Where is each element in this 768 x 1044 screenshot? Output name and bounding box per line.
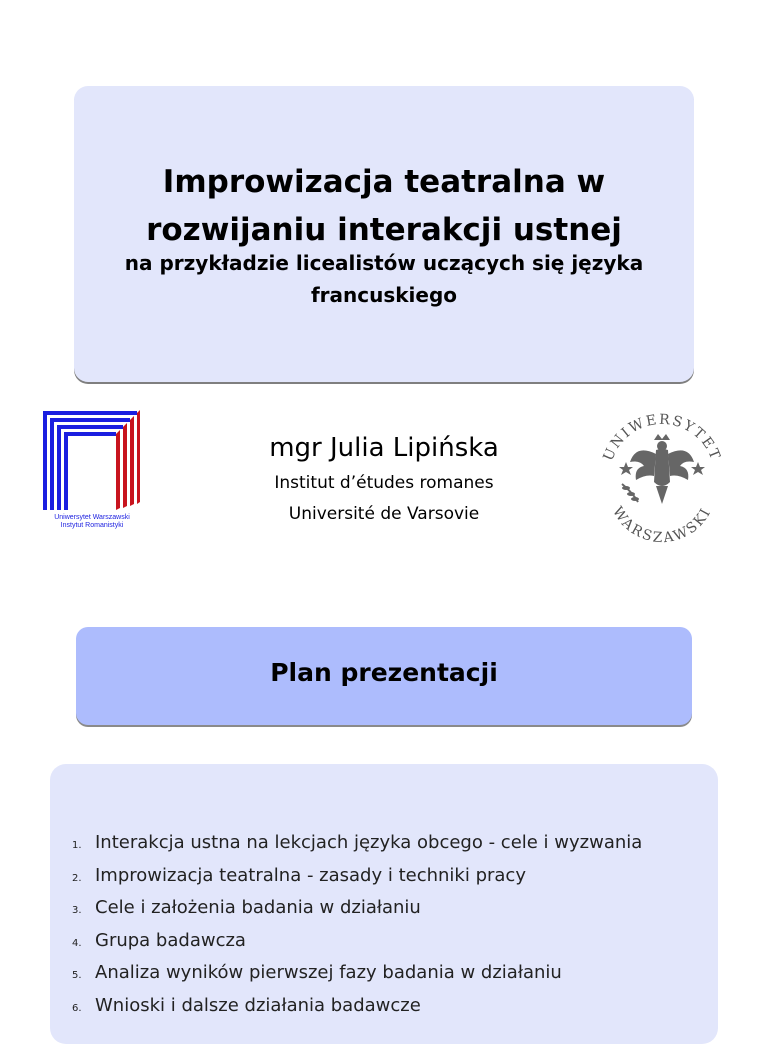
list-item-number: 4. (72, 937, 82, 949)
author-block (200, 428, 568, 530)
list-item-text: Analiza wyników pierwszej fazy badania w działaniu (95, 962, 562, 984)
plan-list-box (50, 764, 718, 1044)
subtitle-line-2: francuskiego (310, 283, 458, 307)
list-item-text: Wnioski i dalsze działania badawcze (95, 994, 421, 1016)
subtitle (86, 247, 682, 311)
list-item (72, 865, 642, 898)
list-item (72, 930, 642, 963)
seal-top-text: UNIWERSYTET (600, 411, 724, 464)
title-main (74, 158, 694, 254)
list-item-text: Interakcja ustna na lekcjach języka obcego - cele i wyzwania (95, 832, 643, 853)
list-item (72, 962, 642, 995)
list-item-text: Improwizacja teatralna - zasady i techniki pracy (95, 864, 526, 886)
institute-logo-line-2: Instytut Romanistyki (60, 522, 124, 529)
list-item-text: Cele i założenia badania w działaniu (95, 897, 421, 919)
subtitle-line-1: na przykładzie licealistów uczących się języka (124, 251, 644, 275)
university-seal (596, 404, 728, 548)
svg-text:WARSZAWSKI (609, 504, 715, 546)
list-item-number: 6. (72, 1002, 82, 1014)
title-line-1: Improwizacja teatralna w (162, 164, 606, 200)
institute-logo (42, 408, 142, 536)
institute-logo-line-1: Uniwersytet Warszawski (54, 514, 130, 521)
eagle-seal-icon (596, 404, 728, 548)
author-name: mgr Julia Lipińska (269, 433, 499, 463)
list-item-number: 1. (72, 840, 82, 851)
title-line-2: rozwijaniu interakcji ustnej (146, 212, 622, 248)
author-university: Université de Varsovie (288, 504, 480, 524)
list-item (72, 995, 642, 1028)
plan-header-box (76, 627, 692, 725)
author-institute: Institut d’études romanes (274, 473, 494, 493)
title-box (74, 86, 694, 382)
list-item-number: 5. (72, 970, 82, 982)
list-item (72, 897, 642, 930)
list-item (72, 832, 642, 865)
plan-list (72, 832, 642, 1028)
list-item-text: Grupa badawcza (95, 929, 246, 951)
institute-logo-text (32, 514, 152, 530)
plan-title: Plan prezentacji (270, 658, 498, 687)
list-item-number: 2. (72, 872, 82, 884)
seal-bottom-text: WARSZAWSKI (609, 504, 715, 547)
list-item-number: 3. (72, 905, 82, 917)
